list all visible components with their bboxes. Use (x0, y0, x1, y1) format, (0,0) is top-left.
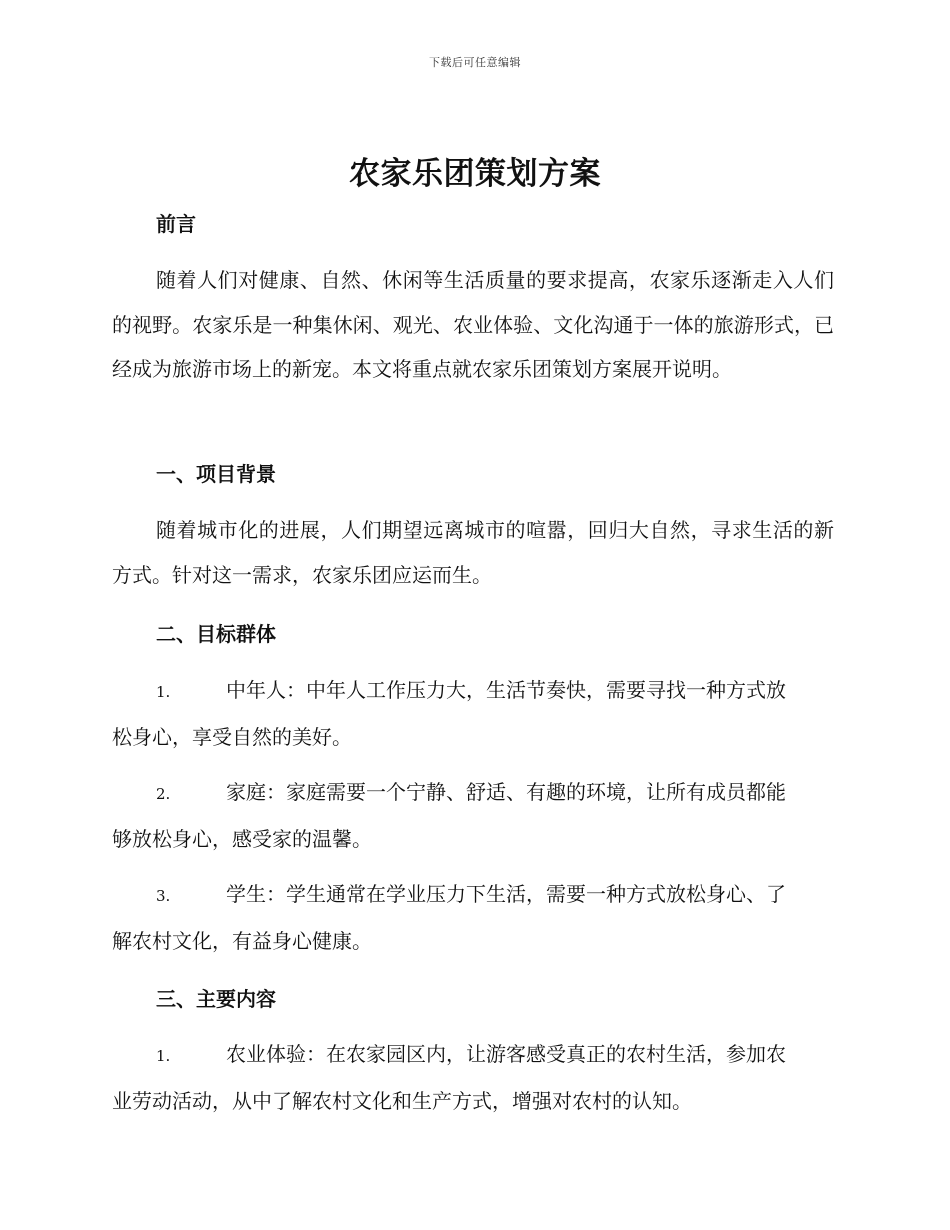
list-number: 3. (156, 887, 171, 905)
heading-background: 一、项目背景 (156, 462, 276, 486)
heading-preface: 前言 (156, 212, 196, 236)
list-item (112, 668, 834, 759)
paragraph-background: 随着城市化的进展，人们期望远离城市的喧嚣，回归大自然，寻求生活的新方式。针对这一需求，农家乐团应运而生。 (112, 518, 834, 587)
paragraph-preface: 随着人们对健康、自然、休闲等生活质量的要求提高，农家乐逐渐走入人们的视野。农家乐是一种集休闲、观光、农业体验、文化沟通于一体的旅游形式，已经成为旅游市场上的新宠。本文将重点就农家乐团策划方案展开说明。 (112, 268, 834, 381)
list-number: 1. (156, 1047, 171, 1065)
document-title: 农家乐团策划方案 (349, 156, 601, 192)
list-text-continued: 解农村文化，有益身心健康。 (112, 928, 372, 953)
list-text: 家庭：家庭需要一个宁静、舒适、有趣的环境，让所有成员都能 (226, 780, 786, 804)
list-text-continued: 够放松身心，感受家的温馨。 (112, 826, 372, 851)
list-number: 2. (156, 785, 171, 803)
heading-target-groups: 二、目标群体 (156, 622, 276, 646)
list-text-continued: 业劳动活动，从中了解农村文化和生产方式，增强对农村的认知。 (112, 1088, 692, 1113)
header-note: 下载后可任意编辑 (429, 56, 521, 69)
list-text: 农业体验：在农家园区内，让游客感受真正的农村生活，参加农 (226, 1042, 786, 1066)
list-text-continued: 松身心，享受自然的美好。 (112, 724, 352, 749)
list-number: 1. (156, 683, 171, 701)
list-item (112, 872, 834, 963)
heading-main-content: 三、主要内容 (156, 987, 276, 1011)
list-item (112, 1032, 834, 1123)
list-text: 学生：学生通常在学业压力下生活，需要一种方式放松身心、了 (226, 882, 786, 906)
list-text: 中年人：中年人工作压力大，生活节奏快，需要寻找一种方式放 (226, 678, 786, 702)
list-item (112, 770, 834, 861)
